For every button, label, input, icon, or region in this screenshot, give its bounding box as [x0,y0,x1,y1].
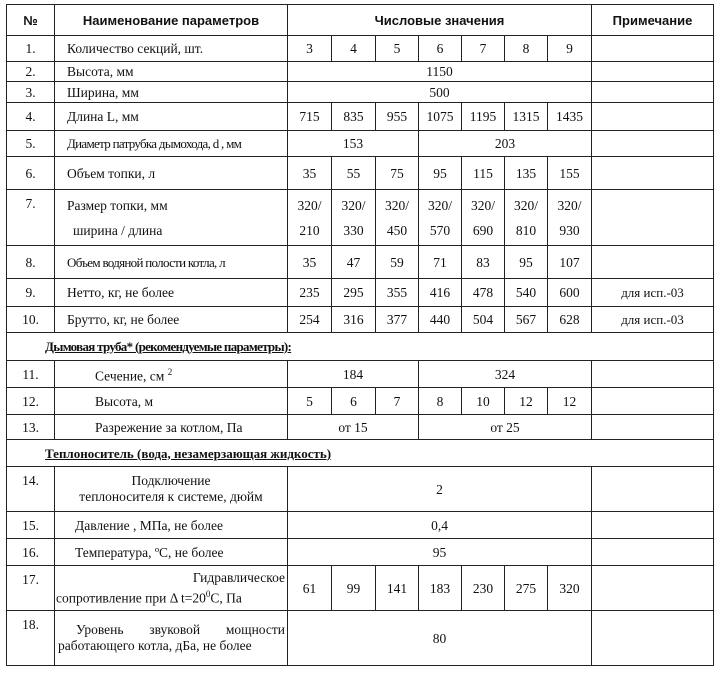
value-cell: 320/ 210 [288,190,332,246]
row-number: 7. [7,190,55,246]
row-number: 13. [7,415,55,440]
value-cell: 12 [505,388,548,415]
row-param-line1: Подключение [131,473,211,488]
value-cell: 254 [288,307,332,333]
value-cell: 75 [376,157,419,190]
value-cell: 540 [505,279,548,307]
value-cell: 95 [288,539,592,566]
value-cell: 6 [332,388,376,415]
value-cell: 320/ 450 [376,190,419,246]
row-number: 12. [7,388,55,415]
table-row-17 [7,566,714,611]
note-cell [592,467,714,512]
value-cell: от 15 [288,415,419,440]
value-cell: 115 [462,157,505,190]
header-note: Примечание [592,5,714,36]
row-param-line1: Размер топки, мм [67,197,168,213]
value-cell: 955 [376,103,419,131]
note-cell [592,190,714,246]
value-cell: 835 [332,103,376,131]
table-row-18 [7,611,714,666]
row-number: 1. [7,36,55,62]
value-cell: 275 [505,566,548,611]
value-cell: 324 [419,361,592,388]
spec-table [6,4,714,666]
row-param: Уровень звуковой мощности работающего котла, дБа, не более [55,611,288,666]
note-cell [592,103,714,131]
note-cell [592,415,714,440]
value-cell: 320/ 570 [419,190,462,246]
value-cell: 377 [376,307,419,333]
value-cell: 295 [332,279,376,307]
row-number: 5. [7,131,55,157]
value-cell: 95 [419,157,462,190]
value-cell: 5 [288,388,332,415]
value-cell: 1075 [419,103,462,131]
header-values: Числовые значения [288,5,592,36]
value-cell: 80 [288,611,592,666]
row-number: 16. [7,539,55,566]
row-param: Объем топки, л [55,157,288,190]
note-cell [592,539,714,566]
row-number: 2. [7,62,55,82]
value-cell: 141 [376,566,419,611]
table-row-3 [7,82,714,103]
value-cell: 3 [288,36,332,62]
value-cell: 8 [505,36,548,62]
row-param [55,566,288,611]
table-row-5 [7,131,714,157]
value-cell: 35 [288,246,332,279]
row-number: 11. [7,361,55,388]
value-cell: 567 [505,307,548,333]
table-row-14 [7,467,714,512]
table-row-11 [7,361,714,388]
row-param: Ширина, мм [55,82,288,103]
value-cell: 7 [462,36,505,62]
note-cell [592,36,714,62]
row-param: Диаметр патрубка дымохода, d , мм [55,131,288,157]
row-number: 10. [7,307,55,333]
value-cell: 95 [505,246,548,279]
value-cell: 59 [376,246,419,279]
value-cell: 55 [332,157,376,190]
table-row-10 [7,307,714,333]
value-cell: 320/ 690 [462,190,505,246]
value-cell: 1195 [462,103,505,131]
table-row-1 [7,36,714,62]
value-cell: 6 [419,36,462,62]
value-cell: 7 [376,388,419,415]
note-cell [592,82,714,103]
value-cell: 355 [376,279,419,307]
value-cell: 316 [332,307,376,333]
row-param-line2: сопротивление при Δ $t=20^0С$, Па [56,588,242,606]
row-param: Разрежение за котлом, Па [55,415,288,440]
row-param: Нетто, кг, не более [55,279,288,307]
table-row-8 [7,246,714,279]
row-param-line2: теплоносителя к системе, дюйм [79,489,263,504]
row-param: Высота, мм [55,62,288,82]
value-cell: 83 [462,246,505,279]
note-cell [592,566,714,611]
note-cell [592,361,714,388]
value-cell: 600 [548,279,592,307]
value-cell: 10 [462,388,505,415]
value-cell: 9 [548,36,592,62]
value-cell: 4 [332,36,376,62]
value-cell: 628 [548,307,592,333]
note-cell: для исп.-03 [592,279,714,307]
value-cell: 500 [288,82,592,103]
table-row-4 [7,103,714,131]
row-param: Сечение, см $^2$ [55,361,288,388]
value-cell: 153 [288,131,419,157]
row-param-line2: ширина / длина [73,222,163,238]
table-row-13 [7,415,714,440]
value-cell: 320/ 330 [332,190,376,246]
value-cell: 440 [419,307,462,333]
value-cell: 71 [419,246,462,279]
row-param: Длина L, мм [55,103,288,131]
value-cell: 8 [419,388,462,415]
row-param-line1: Гидравлическое [192,569,285,585]
table-row-6 [7,157,714,190]
note-cell [592,157,714,190]
value-cell: 1435 [548,103,592,131]
table-row-12 [7,388,714,415]
row-param: Температура, ºС, не более [55,539,288,566]
row-param: Количество секций, шт. [55,36,288,62]
row-number: 4. [7,103,55,131]
value-cell: 230 [462,566,505,611]
section-row-coolant [7,440,714,467]
row-number: 8. [7,246,55,279]
value-cell: 320/ 930 [548,190,592,246]
row-number: 6. [7,157,55,190]
row-number: 17. [7,566,55,611]
value-cell: 504 [462,307,505,333]
value-cell: 203 [419,131,592,157]
section-row-chimney [7,333,714,361]
row-param: Брутто, кг, не более [55,307,288,333]
value-cell: 1150 [288,62,592,82]
note-cell [592,246,714,279]
table-row-9 [7,279,714,307]
row-number: 18. [7,611,55,666]
note-cell [592,611,714,666]
value-cell: 12 [548,388,592,415]
value-cell: 715 [288,103,332,131]
header-param: Наименование параметров [55,5,288,36]
value-cell: 1315 [505,103,548,131]
value-cell: 107 [548,246,592,279]
row-number: 14. [7,467,55,512]
value-cell: 183 [419,566,462,611]
header-num: № [7,5,55,36]
value-cell: 99 [332,566,376,611]
row-param: Давление , МПа, не более [55,512,288,539]
note-cell [592,62,714,82]
row-param: Объем водяной полости котла, л [55,246,288,279]
value-cell: 235 [288,279,332,307]
row-param [55,190,288,246]
row-param: Высота, м [55,388,288,415]
value-cell: 135 [505,157,548,190]
value-cell: 184 [288,361,419,388]
note-cell [592,512,714,539]
value-cell: 416 [419,279,462,307]
value-cell: 5 [376,36,419,62]
value-cell: 61 [288,566,332,611]
value-cell: 478 [462,279,505,307]
section-title: Теплоноситель (вода, незамерзающая жидкость) [7,440,714,467]
value-cell: 35 [288,157,332,190]
value-cell: 47 [332,246,376,279]
row-number: 3. [7,82,55,103]
table-row-15 [7,512,714,539]
table-row-2 [7,62,714,82]
row-number: 15. [7,512,55,539]
row-number: 9. [7,279,55,307]
value-cell: 2 [288,467,592,512]
value-cell: 155 [548,157,592,190]
table-row-16 [7,539,714,566]
value-cell: 0,4 [288,512,592,539]
value-cell: от 25 [419,415,592,440]
row-param [55,467,288,512]
note-cell [592,131,714,157]
note-cell: для исп.-03 [592,307,714,333]
value-cell: 320/ 810 [505,190,548,246]
header-row [7,5,714,36]
table-row-7 [7,190,714,246]
section-title: Дымовая труба* (рекомендуемые параметры): [7,333,714,361]
value-cell: 320 [548,566,592,611]
note-cell [592,388,714,415]
